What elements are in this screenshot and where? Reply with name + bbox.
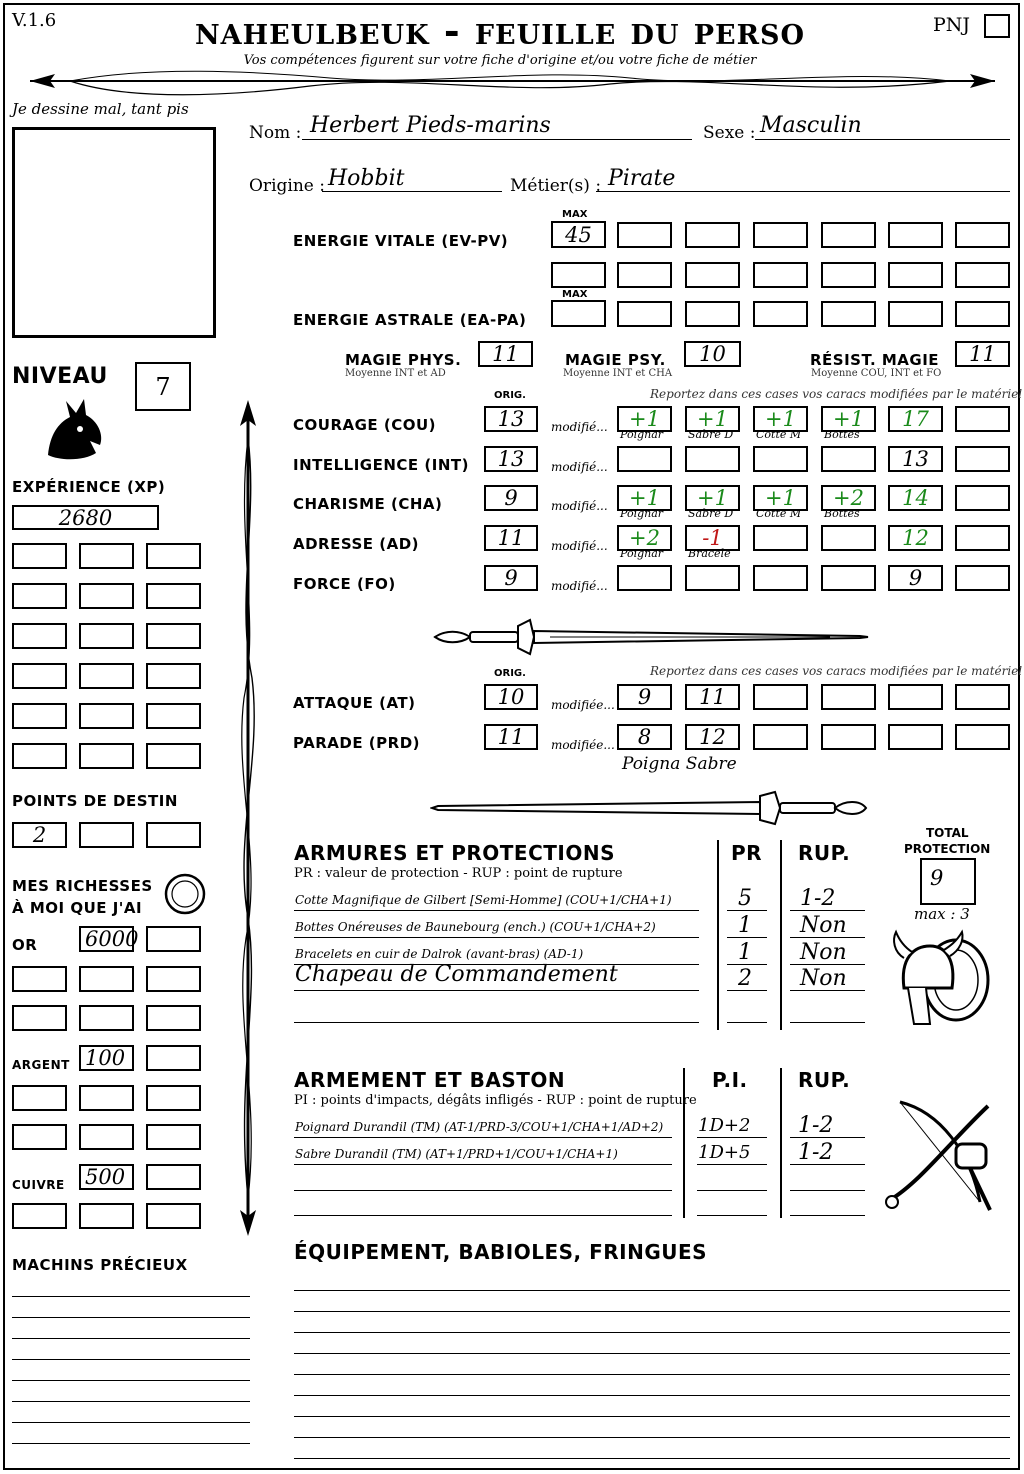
caracs-orig-label: ORIG. <box>494 390 526 401</box>
machins-line[interactable] <box>12 1338 250 1339</box>
carac-mod-tag: Bracele <box>688 547 731 560</box>
combat-report-note: Reportez dans ces cases vos caracs modifiées par le matériel <box>650 664 1023 678</box>
armures-subtitle: PR : valeur de protection - RUP : point de rupture <box>294 866 623 881</box>
combat-mod-box[interactable] <box>753 684 808 710</box>
xp-box-cell[interactable] <box>79 743 134 769</box>
armure-pr-line <box>727 1022 767 1023</box>
carac-mod-box[interactable]: +1 <box>685 485 740 511</box>
armure-pr[interactable]: 1 <box>738 913 752 938</box>
xp-box-cell[interactable] <box>12 623 67 649</box>
combat-orig-box[interactable]: 10 <box>484 684 538 710</box>
arme-name[interactable]: Sabre Durandil (TM) (AT+1/PRD+1/COU+1/CHA+1) <box>295 1147 618 1161</box>
carac-mod-tag: Cotte M <box>756 507 802 520</box>
page-subtitle: Vos compétences figurent sur votre fiche d'origine et/ou votre fiche de métier <box>243 53 757 68</box>
carac-mod-box[interactable] <box>955 446 1010 472</box>
carac-mod-box[interactable] <box>821 565 876 591</box>
ev-box2-1[interactable] <box>617 262 672 288</box>
combat-orig-box[interactable]: 11 <box>484 724 538 750</box>
armure-name[interactable]: Bracelets en cuir de Dalrok (avant-bras) (AD-1) <box>295 947 584 961</box>
portrait-box[interactable] <box>12 127 216 338</box>
xp-box-cell[interactable] <box>146 543 201 569</box>
combat-label: ATTAQUE (AT) <box>293 694 416 712</box>
carac-mod-box[interactable] <box>753 446 808 472</box>
armures-rup-header: RUP. <box>798 841 851 865</box>
arme-pi-line <box>697 1190 767 1191</box>
machins-label: MACHINS PRÉCIEUX <box>12 1256 188 1274</box>
xp-box[interactable]: 2680 <box>12 505 159 530</box>
destin-box-1[interactable]: 2 <box>12 822 67 848</box>
helmet-shield-icon <box>890 928 998 1028</box>
coin-icon <box>163 872 207 916</box>
armement-subtitle: PI : points d'impacts, dégâts infligés - RUP : point de rupture <box>294 1093 697 1108</box>
carac-label: ADRESSE (AD) <box>293 535 420 553</box>
carac-mod-box[interactable] <box>955 406 1010 432</box>
total-protection-box[interactable]: 9 <box>920 858 976 905</box>
money-box[interactable] <box>12 966 67 992</box>
carac-orig-box[interactable]: 11 <box>484 525 538 551</box>
ea-box-4[interactable] <box>821 301 876 327</box>
carac-modif-label: modifié... <box>551 499 608 513</box>
combat-mod-box[interactable]: 11 <box>685 684 740 710</box>
armement-title: ARMEMENT ET BASTON <box>294 1068 566 1092</box>
armement-rup-header: RUP. <box>798 1068 851 1092</box>
ev-box-5[interactable] <box>888 222 943 248</box>
carac-mod-box[interactable] <box>821 446 876 472</box>
xp-box-cell[interactable] <box>146 663 201 689</box>
xp-box-cell[interactable] <box>12 703 67 729</box>
metier-value[interactable]: Pirate <box>608 166 676 191</box>
money-box[interactable] <box>146 1164 201 1190</box>
weapons-icon <box>880 1092 1005 1217</box>
sword-icon <box>430 612 870 662</box>
ea-box-5[interactable] <box>888 301 943 327</box>
ea-max-label: MAX <box>562 289 588 300</box>
spear-divider-icon <box>10 66 1015 100</box>
combat-modif-label: modifiée... <box>551 698 615 712</box>
carac-mod-box[interactable]: +2 <box>821 485 876 511</box>
armure-rup-line <box>790 1022 865 1023</box>
money-box[interactable] <box>146 1005 201 1031</box>
armement-pi-header: P.I. <box>712 1068 748 1092</box>
machins-line[interactable] <box>12 1422 250 1423</box>
money-box[interactable] <box>79 966 134 992</box>
ev-box-2[interactable] <box>685 222 740 248</box>
ev-box-extra[interactable] <box>551 262 606 288</box>
equipement-line[interactable] <box>294 1395 1010 1396</box>
machins-line[interactable] <box>12 1296 250 1297</box>
combat-mod-box[interactable] <box>955 684 1010 710</box>
carac-orig-box[interactable]: 13 <box>484 446 538 472</box>
version-label: V.1.6 <box>12 10 57 31</box>
pnj-checkbox[interactable] <box>984 14 1010 38</box>
ev-max-box[interactable]: 45 <box>551 221 606 248</box>
ev-box2-3[interactable] <box>753 262 808 288</box>
carac-mod-box[interactable] <box>955 525 1010 551</box>
carac-mod-box[interactable] <box>955 565 1010 591</box>
niveau-box[interactable]: 7 <box>135 362 191 411</box>
pnj-label: PNJ <box>933 14 971 36</box>
machins-line[interactable] <box>12 1359 250 1360</box>
xp-box-cell[interactable] <box>79 583 134 609</box>
niveau-label: NIVEAU <box>12 364 108 389</box>
arme-pi-line <box>697 1215 767 1216</box>
carac-mod-box[interactable]: 14 <box>888 485 943 511</box>
metier-label: Métier(s) : <box>510 176 602 196</box>
carac-mod-tag: Poignar <box>620 547 664 560</box>
origine-label: Origine : <box>249 176 325 196</box>
armure-line <box>294 1022 699 1023</box>
carac-modif-label: modifié... <box>551 539 608 553</box>
protection-max-note: max : 3 <box>914 905 970 923</box>
money-box[interactable] <box>146 966 201 992</box>
combat-mod-box[interactable]: 9 <box>617 684 672 710</box>
arme-rup-line <box>790 1215 865 1216</box>
ev-max-label: MAX <box>562 209 588 220</box>
carac-mod-box[interactable] <box>753 565 808 591</box>
combat-label: PARADE (PRD) <box>293 734 421 752</box>
arme-rup[interactable]: 1-2 <box>798 1140 834 1165</box>
resist-magie-sub: Moyenne COU, INT et FO <box>811 368 942 379</box>
cuivre-label: CUIVRE <box>12 1178 65 1192</box>
money-box[interactable]: 6000 <box>79 926 134 952</box>
money-box[interactable] <box>146 1124 201 1150</box>
carac-mod-box[interactable]: +2 <box>617 525 672 551</box>
carac-mod-box[interactable] <box>617 446 672 472</box>
total-protection-label-1: TOTAL <box>926 826 969 840</box>
carac-mod-box[interactable]: 9 <box>888 565 943 591</box>
machins-line[interactable] <box>12 1380 250 1381</box>
sexe-value[interactable]: Masculin <box>760 113 862 138</box>
page-title: naheulbeuk - feuille du perso <box>194 8 806 53</box>
ev-box2-5[interactable] <box>888 262 943 288</box>
carac-mod-box[interactable]: 17 <box>888 406 943 432</box>
carac-label: CHARISME (CHA) <box>293 495 443 513</box>
carac-mod-tag: Bottes <box>824 428 860 441</box>
xp-box-cell[interactable] <box>146 703 201 729</box>
carac-mod-box[interactable]: -1 <box>685 525 740 551</box>
arme-line <box>294 1190 672 1191</box>
carac-mod-tag: Poignar <box>620 428 664 441</box>
destin-box-3[interactable] <box>146 822 201 848</box>
xp-box-cell[interactable] <box>79 543 134 569</box>
carac-mod-box[interactable]: +1 <box>617 406 672 432</box>
carac-modif-label: modifié... <box>551 420 608 434</box>
ea-max-box[interactable] <box>551 300 606 327</box>
machins-line[interactable] <box>12 1401 250 1402</box>
money-box[interactable] <box>146 926 201 952</box>
nom-label: Nom : <box>249 123 302 143</box>
xp-box-cell[interactable] <box>79 703 134 729</box>
money-box[interactable] <box>146 1045 201 1071</box>
carac-mod-box[interactable]: 13 <box>888 446 943 472</box>
arme-pi[interactable]: 1D+2 <box>698 1115 751 1136</box>
richesses-label-2: À MOI QUE J'AI <box>12 899 143 917</box>
equipement-line[interactable] <box>294 1290 1010 1291</box>
ea-label: ENERGIE ASTRALE (EA-PA) <box>293 311 527 329</box>
arme-line <box>294 1137 672 1138</box>
equipement-title: ÉQUIPEMENT, BABIOLES, FRINGUES <box>294 1240 708 1264</box>
money-box[interactable] <box>12 1005 67 1031</box>
xp-box-cell[interactable] <box>12 663 67 689</box>
ea-box-6[interactable] <box>955 301 1010 327</box>
carac-orig-box[interactable]: 9 <box>484 485 538 511</box>
carac-label: FORCE (FO) <box>293 575 396 593</box>
xp-box-cell[interactable] <box>79 623 134 649</box>
carac-mod-box[interactable]: 12 <box>888 525 943 551</box>
magie-phys-label: MAGIE PHYS. <box>345 351 462 369</box>
money-box[interactable]: 100 <box>79 1045 134 1071</box>
armure-line <box>294 910 699 911</box>
carac-mod-box[interactable] <box>685 446 740 472</box>
ev-box-4[interactable] <box>821 222 876 248</box>
equipement-line[interactable] <box>294 1332 1010 1333</box>
armure-line <box>294 937 699 938</box>
xp-box-cell[interactable] <box>12 743 67 769</box>
carac-mod-tag: Sabre D <box>688 507 734 520</box>
carac-mod-box[interactable]: +1 <box>617 485 672 511</box>
arme-name[interactable]: Poignard Durandil (TM) (AT-1/PRD-3/COU+1/CHA+1/AD+2) <box>295 1120 664 1134</box>
armure-pr[interactable]: 2 <box>738 966 752 991</box>
carac-mod-box[interactable]: +1 <box>753 485 808 511</box>
magie-phys-box[interactable]: 11 <box>478 341 533 367</box>
money-box[interactable] <box>146 1085 201 1111</box>
carac-mod-box[interactable] <box>617 565 672 591</box>
combat-mod-box[interactable]: 8 <box>617 724 672 750</box>
money-box[interactable] <box>79 1085 134 1111</box>
equipement-line[interactable] <box>294 1437 1010 1438</box>
armures-pr-header: PR <box>731 841 763 865</box>
ea-box-1[interactable] <box>617 301 672 327</box>
equipement-line[interactable] <box>294 1311 1010 1312</box>
combat-mod-box[interactable] <box>955 724 1010 750</box>
carac-mod-tag: Bottes <box>824 507 860 520</box>
magie-psy-sub: Moyenne INT et CHA <box>563 368 673 379</box>
carac-mod-box[interactable] <box>955 485 1010 511</box>
armure-rup[interactable]: Non <box>800 940 847 965</box>
ev-box-1[interactable] <box>617 222 672 248</box>
money-box[interactable] <box>12 1203 67 1229</box>
money-box[interactable] <box>12 1085 67 1111</box>
money-box[interactable] <box>79 1005 134 1031</box>
xp-box-cell[interactable] <box>12 583 67 609</box>
carac-orig-box[interactable]: 13 <box>484 406 538 432</box>
equipement-line[interactable] <box>294 1416 1010 1417</box>
carac-mod-box[interactable] <box>685 565 740 591</box>
ea-box-3[interactable] <box>753 301 808 327</box>
arme-pi-line <box>697 1164 767 1165</box>
armure-rup[interactable]: Non <box>800 966 847 991</box>
ev-box2-6[interactable] <box>955 262 1010 288</box>
carac-mod-tag: Sabre D <box>688 428 734 441</box>
destin-box-2[interactable] <box>79 822 134 848</box>
caracs-report-note: Reportez dans ces cases vos caracs modifiées par le matériel <box>650 387 1023 401</box>
xp-box-cell[interactable] <box>146 623 201 649</box>
xp-box-cell[interactable] <box>79 663 134 689</box>
armure-name[interactable]: Chapeau de Commandement <box>295 962 618 987</box>
machins-line[interactable] <box>12 1443 250 1444</box>
armure-name[interactable]: Cotte Magnifique de Gilbert [Semi-Homme] (COU+1/CHA+1) <box>295 893 672 907</box>
combat-mod-box[interactable]: 12 <box>685 724 740 750</box>
equipement-line[interactable] <box>294 1353 1010 1354</box>
or-label: OR <box>12 936 38 954</box>
armure-rup[interactable]: Non <box>800 913 847 938</box>
money-box[interactable] <box>12 1124 67 1150</box>
carac-orig-box[interactable]: 9 <box>484 565 538 591</box>
arme-rup-line <box>790 1190 865 1191</box>
magie-psy-box[interactable]: 10 <box>684 341 741 367</box>
xp-box-cell[interactable] <box>146 583 201 609</box>
combat-mod-box[interactable] <box>888 684 943 710</box>
combat-mod-box[interactable] <box>753 724 808 750</box>
arme-pi[interactable]: 1D+5 <box>698 1142 751 1163</box>
combat-mod-box[interactable] <box>888 724 943 750</box>
arme-line <box>294 1215 672 1216</box>
equipement-line[interactable] <box>294 1458 1010 1459</box>
carac-mod-box[interactable] <box>753 525 808 551</box>
nom-value[interactable]: Herbert Pieds-marins <box>310 113 551 138</box>
arme-rup[interactable]: 1-2 <box>798 1113 834 1138</box>
money-box[interactable]: 500 <box>79 1164 134 1190</box>
armure-pr[interactable]: 5 <box>738 886 752 911</box>
carac-mod-box[interactable]: +1 <box>821 406 876 432</box>
carac-mod-box[interactable] <box>821 525 876 551</box>
weapon-note: Poigna Sabre <box>622 754 737 774</box>
origine-value[interactable]: Hobbit <box>328 166 405 191</box>
magie-psy-label: MAGIE PSY. <box>565 351 666 369</box>
arme-line <box>294 1164 672 1165</box>
armures-title: ARMURES ET PROTECTIONS <box>294 841 615 865</box>
destin-label: POINTS DE DESTIN <box>12 792 178 810</box>
ev-label: ENERGIE VITALE (EV-PV) <box>293 232 509 250</box>
carac-mod-box[interactable]: +1 <box>753 406 808 432</box>
argent-label: ARGENT <box>12 1058 70 1072</box>
xp-box-cell[interactable] <box>12 543 67 569</box>
armure-name[interactable]: Bottes Onéreuses de Baunebourg (ench.) (COU+1/CHA+2) <box>295 920 656 934</box>
carac-mod-tag: Cotte M <box>756 428 802 441</box>
combat-modif-label: modifiée... <box>551 738 615 752</box>
carac-mod-box[interactable]: +1 <box>685 406 740 432</box>
combat-mod-box[interactable] <box>821 684 876 710</box>
richesses-label-1: MES RICHESSES <box>12 877 153 895</box>
equipement-line[interactable] <box>294 1374 1010 1375</box>
carac-modif-label: modifié... <box>551 460 608 474</box>
resist-magie-label: RÉSIST. MAGIE <box>810 351 940 369</box>
ev-box-6[interactable] <box>955 222 1010 248</box>
portrait-caption: Je dessine mal, tant pis <box>12 100 189 118</box>
carac-label: COURAGE (COU) <box>293 416 437 434</box>
carac-mod-tag: Poignar <box>620 507 664 520</box>
arme-pi-line <box>697 1137 767 1138</box>
money-box[interactable] <box>79 1203 134 1229</box>
xp-box-cell[interactable] <box>146 743 201 769</box>
armure-line <box>294 990 699 991</box>
armure-pr[interactable]: 1 <box>738 940 752 965</box>
ev-box-3[interactable] <box>753 222 808 248</box>
sexe-label: Sexe : <box>703 123 756 143</box>
magie-phys-sub: Moyenne INT et AD <box>345 368 446 379</box>
machins-line[interactable] <box>12 1317 250 1318</box>
xp-label: EXPÉRIENCE (XP) <box>12 478 166 496</box>
ev-box2-4[interactable] <box>821 262 876 288</box>
money-box[interactable] <box>146 1203 201 1229</box>
total-protection-label-2: PROTECTION <box>904 842 991 856</box>
carac-modif-label: modifié... <box>551 579 608 593</box>
dragon-icon <box>40 395 106 463</box>
combat-mod-box[interactable] <box>821 724 876 750</box>
sword-icon <box>430 790 870 830</box>
money-box[interactable] <box>79 1124 134 1150</box>
resist-magie-box[interactable]: 11 <box>955 341 1010 367</box>
spear-vertical-icon <box>228 398 268 1238</box>
armure-rup[interactable]: 1-2 <box>800 886 836 911</box>
carac-label: INTELLIGENCE (INT) <box>293 456 469 474</box>
combat-orig-label: ORIG. <box>494 668 526 679</box>
ea-box-2[interactable] <box>685 301 740 327</box>
ev-box2-2[interactable] <box>685 262 740 288</box>
